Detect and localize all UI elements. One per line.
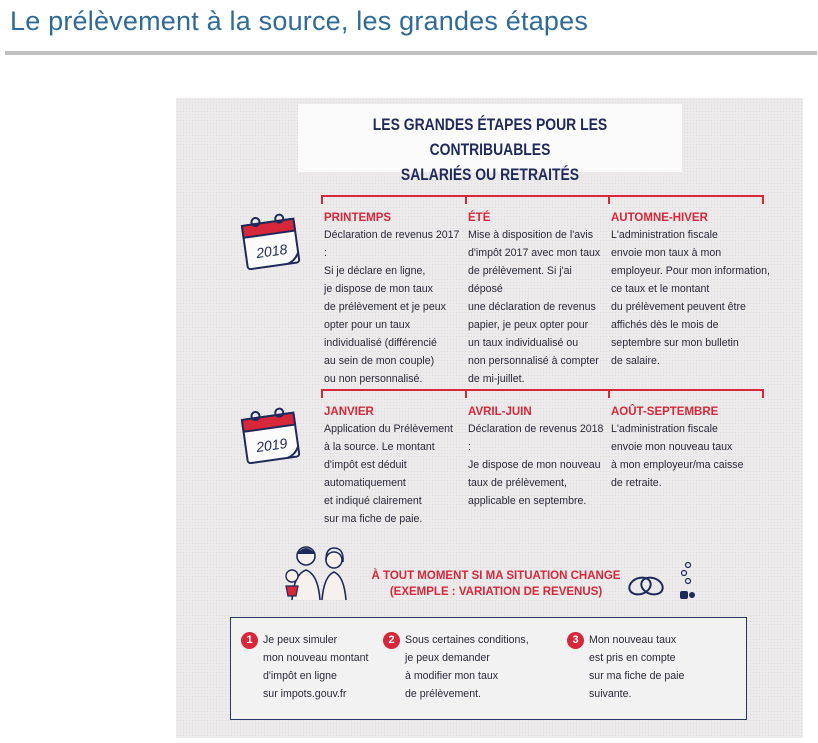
period-title: ÉTÉ (468, 212, 491, 224)
period-avril-juin (468, 404, 608, 510)
timeline-tick (465, 195, 467, 204)
period-ete (468, 210, 608, 388)
situation-change-line-1: À TOUT MOMENT SI MA SITUATION CHANGE (371, 570, 621, 582)
timeline-tick (321, 195, 323, 204)
calendar-icon (238, 402, 304, 464)
heading-box (298, 104, 682, 184)
rings-icon (624, 570, 668, 600)
timeline-tick (762, 389, 764, 398)
period-automne-hiver (611, 210, 771, 370)
timeline-tick (321, 389, 323, 398)
heading-line-2: SALARIÉS OU RETRAITÉS (400, 165, 580, 184)
timeline-tick (762, 195, 764, 204)
step-text: Je peux simuler mon nouveau montant d'impôt en ligne sur impots.gouv.fr (263, 634, 369, 700)
calendar-year-label: 2018 (255, 240, 289, 262)
period-janvier (324, 404, 464, 528)
situation-change-heading (366, 568, 626, 600)
steps-box (230, 617, 747, 720)
situation-change-line-2: (EXEMPLE : VARIATION DE REVENUS) (389, 586, 603, 598)
title-divider (5, 51, 817, 55)
period-text: Déclaration de revenus 2017 : Si je déclare en ligne, je dispose de mon taux de prélèvement et je peux opter pour un taux individualisé (différencié au sein de mon couple) ou non personnalisé. (324, 229, 460, 385)
step-text: Sous certaines conditions, je peux demander à modifier mon taux de prélèvement. (405, 634, 529, 700)
period-text: L'administration fiscale envoie mon taux à mon employeur. Pour mon information, ce taux et le montant du prélèvement peuvent être affichés dès le mois de septembre sur mon bulletin de salaire. (611, 229, 770, 367)
family-icon (280, 540, 360, 604)
slide-title: Le prélèvement à la source, les grandes étapes (10, 6, 589, 36)
timeline-tick (608, 195, 610, 204)
period-text: Déclaration de revenus 2018 : Je dispose de mon nouveau taux de prélèvement, applicable en septembre. (468, 423, 604, 507)
poster-heading (333, 112, 648, 187)
timeline-line-2018 (321, 195, 764, 197)
period-aout-septembre (611, 404, 771, 492)
step-text: Mon nouveau taux est pris en compte sur ma fiche de paie suivante. (589, 634, 685, 700)
period-text: L'administration fiscale envoie mon nouveau taux à mon employeur/ma caisse de retraite. (611, 423, 744, 489)
calendar-icon (238, 208, 304, 270)
timeline-tick (465, 389, 467, 398)
timeline-line-2019 (321, 389, 764, 391)
timeline-tick (608, 389, 610, 398)
coins-icon (676, 560, 700, 602)
period-title: AVRIL-JUIN (468, 406, 532, 418)
step-number-badge: 2 (383, 632, 400, 649)
period-text: Application du Prélèvement à la source. Le montant d'impôt est déduit automatiquement et indiqué clairement sur ma fiche de paie. (324, 423, 453, 525)
infographic-poster (176, 98, 803, 738)
step-number-badge: 3 (567, 632, 584, 649)
heading-line-1: LES GRANDES ÉTAPES POUR LES CONTRIBUABLES (372, 115, 608, 159)
step-number-badge: 1 (241, 632, 258, 649)
period-title: AUTOMNE-HIVER (611, 212, 708, 224)
period-title: JANVIER (324, 406, 374, 418)
period-printemps (324, 210, 464, 388)
period-title: PRINTEMPS (324, 212, 392, 224)
period-title: AOÛT-SEPTEMBRE (611, 406, 719, 418)
period-text: Mise à disposition de l'avis d'impôt 2017 avec mon taux de prélèvement. Si j'ai déposé une déclaration de revenus papier, je peux opter pour un taux individualisé ou non personnalisé à compter de mi-juillet. (468, 229, 601, 385)
calendar-year-label: 2019 (255, 434, 289, 456)
